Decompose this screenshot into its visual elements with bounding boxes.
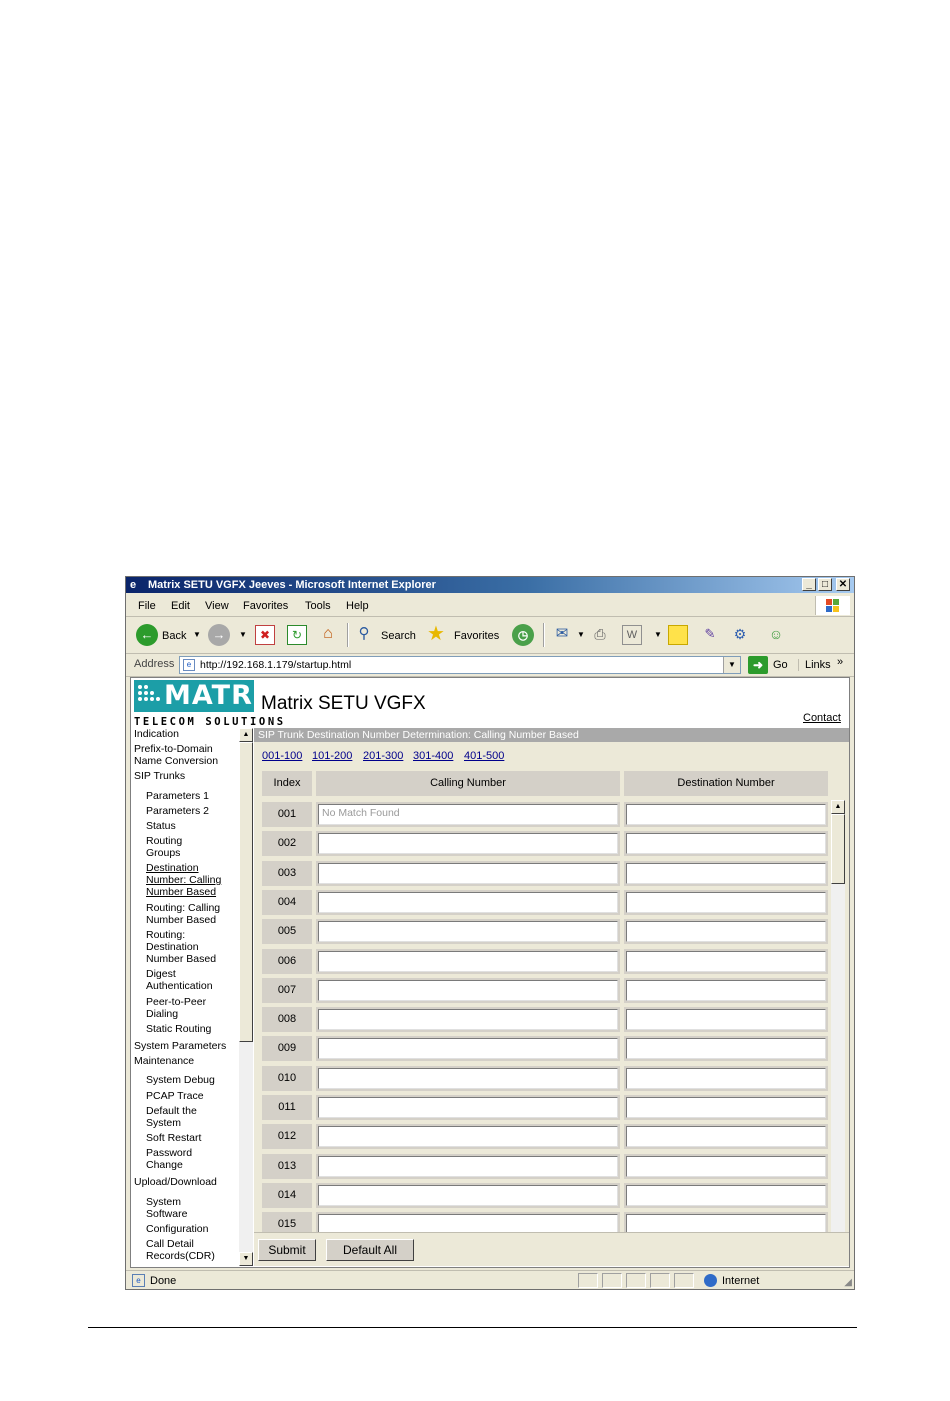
column-header-index: Index [262,771,312,796]
destination-number-cell [624,861,828,886]
nav-item[interactable]: Destination Number: Calling Number Based [146,862,222,898]
menu-file[interactable]: File [138,600,156,612]
back-dropdown-icon[interactable]: ▼ [193,630,201,639]
status-pane [626,1273,646,1288]
destination-number-cell [624,1095,828,1120]
address-dropdown-icon[interactable]: ▼ [723,657,740,673]
logo-banner [134,680,286,712]
nav-item[interactable]: Routing Groups [146,835,183,859]
status-bar [126,1270,854,1290]
nav-item[interactable]: Parameters 1 [146,790,210,802]
action-bar [254,1232,849,1266]
row-index: 008 [262,1007,312,1032]
scroll-down-icon[interactable]: ▼ [239,1252,253,1266]
destination-number-input[interactable] [626,980,826,1001]
table-row [254,1064,849,1093]
scroll-up-icon[interactable]: ▲ [239,728,253,742]
table-row [254,1181,849,1210]
destination-number-input[interactable] [626,833,826,854]
standard-toolbar [126,617,854,654]
app-title: Matrix SETU VGFX [261,693,426,714]
back-label[interactable]: Back [162,630,187,642]
row-index: 002 [262,831,312,856]
table-row [254,800,849,829]
calling-number-input[interactable] [318,951,618,972]
menu-favorites[interactable]: Favorites [243,600,289,612]
row-index: 010 [262,1066,312,1091]
title-bar[interactable] [126,577,854,593]
row-index: 005 [262,919,312,944]
table-row [254,1093,849,1122]
nav-item[interactable]: Static Routing [146,1023,212,1035]
security-zone: Internet [722,1275,760,1287]
grid-scroll-up-icon[interactable]: ▲ [831,800,845,814]
calling-number-cell [316,831,620,856]
status-text: Done [150,1275,177,1287]
status-pane [650,1273,670,1288]
calling-number-input[interactable] [318,1038,618,1059]
destination-number-input[interactable] [626,1038,826,1059]
calling-number-cell [316,861,620,886]
minimize-button[interactable]: _ [802,578,816,591]
mail-dropdown-icon[interactable]: ▼ [577,630,585,639]
calling-number-cell [316,802,620,827]
destination-number-input[interactable] [626,1097,826,1118]
nav-item[interactable]: Prefix-to-Domain Name Conversion [134,743,219,767]
favorites-label[interactable]: Favorites [454,630,500,642]
calling-number-cell [316,1154,620,1179]
links-more-icon[interactable]: » [837,656,844,668]
window-title: Matrix SETU VGFX Jeeves - Microsoft Internet Explorer [148,579,436,591]
calling-number-input[interactable] [318,1097,618,1118]
calling-number-cell [316,1036,620,1061]
calling-number-cell [316,919,620,944]
menu-view[interactable]: View [205,600,229,612]
calling-number-cell [316,949,620,974]
calling-number-input[interactable] [318,833,618,854]
row-index: 014 [262,1183,312,1208]
row-index: 013 [262,1154,312,1179]
status-pane [602,1273,622,1288]
notes-icon[interactable] [668,625,688,645]
calling-number-cell [316,1183,620,1208]
table-row [254,829,849,858]
windows-logo [815,596,850,615]
page-icon: e [183,659,195,671]
go-button[interactable]: Go [773,659,788,671]
destination-number-input[interactable] [626,1068,826,1089]
research-icon[interactable]: ⚙ [733,626,747,642]
calling-number-input[interactable] [318,1068,618,1089]
address-label: Address [134,658,175,670]
row-index: 007 [262,978,312,1003]
table-row [254,976,849,1005]
nav-item[interactable]: System Debug [146,1074,215,1086]
destination-number-input[interactable] [626,1185,826,1206]
favorites-star-icon[interactable]: ★ [427,623,445,645]
table-row [254,1005,849,1034]
section-title: SIP Trunk Destination Number Determination: Calling Number Based [254,728,849,742]
page-rule [88,1327,857,1328]
links-button[interactable]: Links [798,659,831,671]
stop-icon[interactable]: ✖ [255,625,275,645]
calling-number-input[interactable] [318,892,618,913]
destination-number-input[interactable] [626,804,826,825]
calling-number-cell [316,1066,620,1091]
row-index: 003 [262,861,312,886]
destination-number-input[interactable] [626,863,826,884]
row-index: 011 [262,1095,312,1120]
menu-edit[interactable]: Edit [171,600,190,612]
calling-number-input[interactable] [318,1009,618,1030]
grid-scrollbar[interactable] [831,800,845,1260]
menu-help[interactable]: Help [346,600,369,612]
row-index: 001 [262,802,312,827]
mail-icon[interactable]: ✉ [555,625,569,642]
destination-number-cell [624,802,828,827]
page-link-101-200[interactable]: 101-200 [312,750,353,762]
main-frame [254,728,849,1266]
sidebar-nav [131,728,253,1266]
forward-icon[interactable]: → [208,624,230,646]
table-row [254,1034,849,1063]
destination-number-cell [624,1066,828,1091]
destination-number-input[interactable] [626,921,826,942]
menu-bar [126,594,854,617]
sidebar-scrollbar[interactable] [239,728,253,1266]
table-row [254,859,849,888]
calling-number-input[interactable] [318,1185,618,1206]
page-link-401-500[interactable]: 401-500 [464,750,505,762]
destination-number-input[interactable] [626,1156,826,1177]
maximize-button[interactable]: □ [818,578,832,591]
nav-item[interactable]: Maintenance [134,1055,195,1067]
nav-item[interactable]: Peer-to-Peer Dialing [146,996,207,1020]
ie-logo-icon: e [130,579,137,591]
close-button[interactable]: ✕ [836,578,850,591]
nav-item[interactable]: Routing: Destination Number Based [146,929,217,965]
row-index: 004 [262,890,312,915]
nav-item[interactable]: System Parameters [134,1040,227,1052]
destination-number-input[interactable] [626,1009,826,1030]
calling-number-cell [316,1095,620,1120]
row-index: 012 [262,1124,312,1149]
nav-item[interactable]: PCAP Trace [146,1090,204,1102]
address-input[interactable] [179,656,741,674]
logo-subtitle: TELECOM SOLUTIONS [134,716,286,728]
grid-scroll-thumb[interactable] [831,814,845,884]
destination-number-cell [624,1036,828,1061]
calling-number-input[interactable] [318,1126,618,1147]
nav-item[interactable]: Indication [134,728,179,740]
destination-number-cell [624,1007,828,1032]
row-index: 006 [262,949,312,974]
table-row [254,947,849,976]
destination-number-input[interactable] [626,892,826,913]
destination-number-cell [624,831,828,856]
toolbar-separator [543,623,545,647]
nav-item[interactable]: Upload/Download [134,1176,217,1188]
edit-icon[interactable]: W [622,625,642,645]
destination-number-cell [624,1154,828,1179]
nav-item[interactable]: Status [146,820,176,832]
nav-item[interactable]: Digest Authentication [146,968,213,992]
calling-number-input[interactable] [318,1156,618,1177]
page-link-201-300[interactable]: 201-300 [363,750,404,762]
destination-number-cell [624,1124,828,1149]
contact-link[interactable]: Contact [803,712,841,724]
table-row [254,1152,849,1181]
history-icon[interactable]: ◷ [512,624,534,646]
row-index: 015 [262,1212,312,1237]
messenger-icon[interactable]: ☺ [768,626,784,642]
page-viewport [130,677,850,1268]
default-all-button[interactable]: Default All [326,1239,414,1261]
menu-tools[interactable]: Tools [305,600,331,612]
table-row [254,917,849,946]
windows-flag-icon [826,599,840,613]
go-arrow-icon[interactable]: ➜ [748,656,768,674]
resize-grip-icon[interactable]: ◢ [844,1277,852,1288]
calling-number-input[interactable] [318,980,618,1001]
nav-item[interactable]: Configuration [146,1223,209,1235]
destination-number-cell [624,949,828,974]
calling-number-cell [316,978,620,1003]
print-icon[interactable]: ⎙ [594,626,606,642]
destination-number-input[interactable] [626,1126,826,1147]
nav-item[interactable]: Password Change [146,1147,193,1171]
calling-number-cell [316,890,620,915]
page-link-001-100[interactable]: 001-100 [262,750,303,762]
nav-item[interactable]: Soft Restart [146,1132,202,1144]
nav-item[interactable]: SIP Trunks [134,770,186,782]
toolbar-separator [347,623,349,647]
internet-globe-icon [704,1274,717,1287]
destination-number-cell [624,890,828,915]
page-link-301-400[interactable]: 301-400 [413,750,454,762]
destination-number-cell [624,978,828,1003]
calling-number-input[interactable]: No Match Found [318,804,618,825]
submit-button[interactable]: Submit [258,1239,316,1261]
nav-item[interactable]: Default the System [146,1105,197,1129]
calling-number-input[interactable] [318,863,618,884]
table-row [254,1122,849,1151]
table-row [254,888,849,917]
forward-dropdown-icon[interactable]: ▼ [239,630,247,639]
logo-word: MATRIX [164,680,286,711]
nav-item[interactable]: Parameters 2 [146,805,210,817]
matrix-logo [134,680,286,728]
scroll-thumb[interactable] [239,742,253,1042]
calling-number-cell [316,1007,620,1032]
address-url[interactable]: http://192.168.1.179/startup.html [200,659,352,671]
back-icon[interactable]: ← [136,624,158,646]
edit-dropdown-icon[interactable]: ▼ [654,630,662,639]
destination-number-cell [624,1183,828,1208]
destination-number-cell [624,919,828,944]
destination-number-input[interactable] [626,951,826,972]
nav-item[interactable]: Call Detail Records(CDR) [146,1238,215,1262]
column-header-destination-number: Destination Number [624,771,828,796]
nav-item[interactable]: System Software [146,1196,188,1220]
calling-number-input[interactable] [318,921,618,942]
row-index: 009 [262,1036,312,1061]
logo-dots-icon [138,685,160,707]
address-bar [126,654,854,677]
page-status-icon: e [132,1274,145,1287]
calling-number-cell [316,1124,620,1149]
nav-item[interactable]: Routing: Calling Number Based [146,902,221,926]
home-icon[interactable]: ⌂ [323,625,333,642]
search-icon[interactable]: ⚲ [358,625,370,642]
discuss-icon[interactable]: ✎ [704,626,716,641]
status-pane [578,1273,598,1288]
refresh-icon[interactable]: ↻ [287,625,307,645]
column-header-calling-number: Calling Number [316,771,620,796]
browser-window [125,576,855,1290]
grid-area [254,742,849,1246]
status-pane [674,1273,694,1288]
search-label[interactable]: Search [381,630,416,642]
